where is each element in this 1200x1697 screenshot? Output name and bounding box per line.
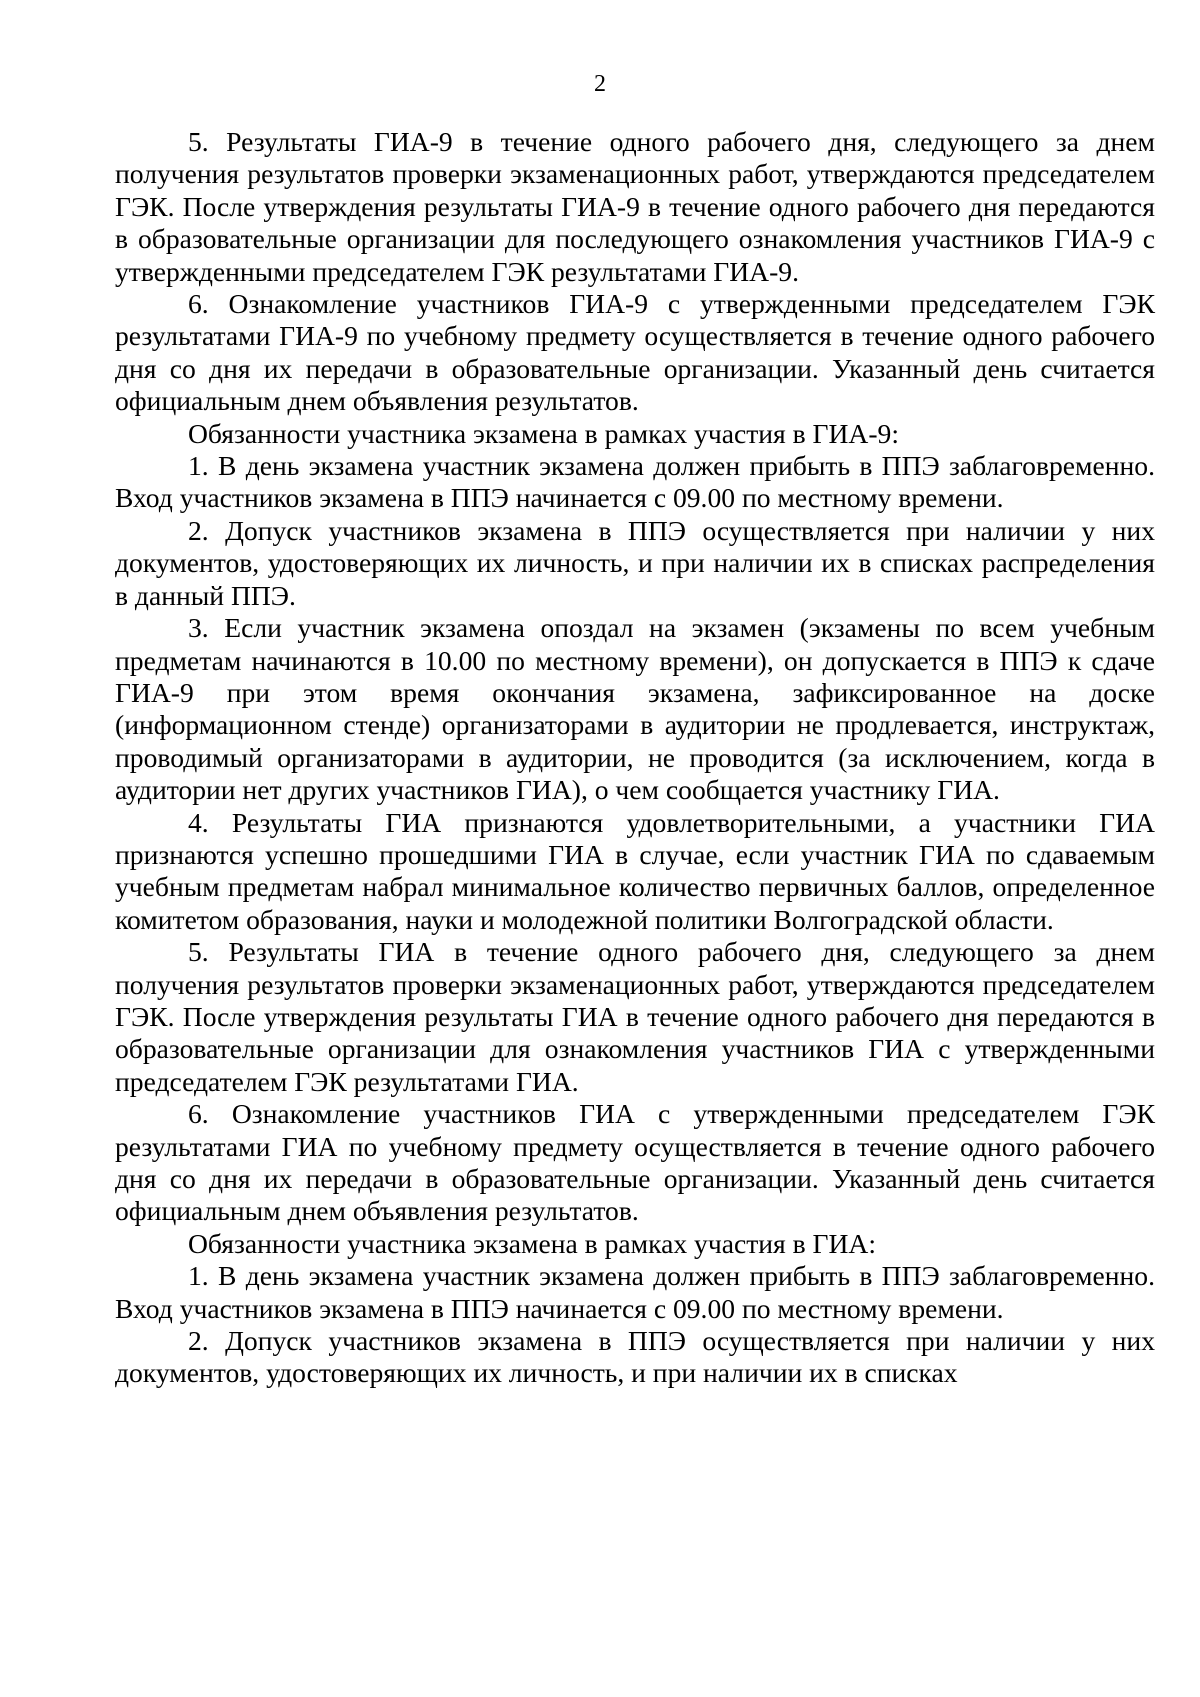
paragraph-arrival-gia9: 1. В день экзамена участник экзамена должен прибыть в ППЭ заблаговременно. Вход участников экзамена в ППЭ начинается с 09.00 по местному времени. xyxy=(115,450,1155,514)
paragraph-results-gia: 5. Результаты ГИА в течение одного рабочего дня, следующего за днем получения результатов проверки экзаменационных работ, утверждаются председателем ГЭК. После утверждения результаты ГИА в течение одного рабочего дня передаются в образовательные организации для ознакомления участников ГИА с утвержденными председателем ГЭК результатами ГИА. xyxy=(115,936,1155,1097)
paragraph-late-arrival: 3. Если участник экзамена опоздал на экзамен (экзамены по всем учебным предметам начинаются в 10.00 по местному времени), он допускается в ППЭ к сдаче ГИА-9 при этом время окончания экзамена, зафиксированное на доске (информационном стенде) организаторами в аудитории не продлевается, инструктаж, проводимый организаторами в аудитории, не проводится (за исключением, когда в аудитории нет других участников ГИА), о чем сообщается участнику ГИА. xyxy=(115,612,1155,806)
heading-duties-gia9: Обязанности участника экзамена в рамках участия в ГИА-9: xyxy=(188,417,899,449)
paragraph-familiarization-gia: 6. Ознакомление участников ГИА с утвержденными председателем ГЭК результатами ГИА по учебному предмету осуществляется в течение одного рабочего дня со дня их передачи в образовательные организации. Указанный день считается официальным днем объявления результатов. xyxy=(115,1098,1155,1227)
paragraph-satisfactory-results: 4. Результаты ГИА признаются удовлетворительными, а участники ГИА признаются успешно прошедшими ГИА в случае, если участник ГИА по сдаваемым учебным предметам набрал минимальное количество первичных баллов, определенное комитетом образования, науки и молодежной политики Волгоградской области. xyxy=(115,806,1155,935)
page-number: 2 xyxy=(594,71,606,97)
paragraph-admission-gia9: 2. Допуск участников экзамена в ППЭ осуществляется при наличии у них документов, удостоверяющих их личность, и при наличии их в списках распределения в данный ППЭ. xyxy=(115,514,1155,611)
document-body xyxy=(115,126,1155,1390)
paragraph-results-gia9: 5. Результаты ГИА-9 в течение одного рабочего дня, следующего за днем получения результатов проверки экзаменационных работ, утверждаются председателем ГЭК. После утверждения результаты ГИА-9 в течение одного рабочего дня передаются в образовательные организации для последующего ознакомления участников ГИА-9 с утвержденными председателем ГЭК результатами ГИА-9. xyxy=(115,126,1155,287)
paragraph-admission-gia: 2. Допуск участников экзамена в ППЭ осуществляется при наличии у них документов, удостоверяющих их личность, и при наличии их в списках xyxy=(115,1325,1155,1389)
paragraph-arrival-gia: 1. В день экзамена участник экзамена должен прибыть в ППЭ заблаговременно. Вход участников экзамена в ППЭ начинается с 09.00 по местному времени. xyxy=(115,1260,1155,1324)
paragraph-familiarization-gia9: 6. Ознакомление участников ГИА-9 с утвержденными председателем ГЭК результатами ГИА-9 по учебному предмету осуществляется в течение одного рабочего дня со дня их передачи в образовательные организации. Указанный день считается официальным днем объявления результатов. xyxy=(115,288,1155,417)
heading-duties-gia: Обязанности участника экзамена в рамках участия в ГИА: xyxy=(188,1227,877,1259)
